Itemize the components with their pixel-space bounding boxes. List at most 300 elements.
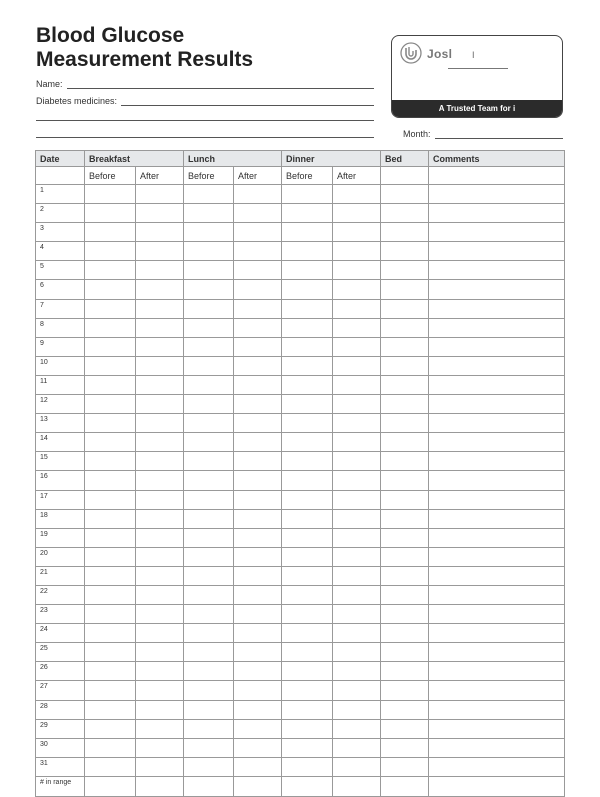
lunch-before-cell[interactable] [184, 242, 234, 261]
dinner-before-cell[interactable] [282, 528, 333, 547]
bed-cell[interactable] [381, 490, 429, 509]
lunch-after-cell[interactable] [234, 471, 282, 490]
dinner-after-cell[interactable] [333, 643, 381, 662]
table-row [36, 414, 565, 433]
comments-cell[interactable] [429, 280, 565, 299]
dinner-before-cell[interactable] [282, 280, 333, 299]
lunch-before-cell[interactable] [184, 509, 234, 528]
dinner-before-cell[interactable] [282, 509, 333, 528]
dinner-before-cell[interactable] [282, 185, 333, 204]
bed-cell[interactable] [381, 433, 429, 452]
lunch-after-cell[interactable] [234, 662, 282, 681]
lunch-after-cell[interactable] [234, 223, 282, 242]
bed-cell[interactable] [381, 681, 429, 700]
bed-cell[interactable] [381, 337, 429, 356]
row-date: 20 [36, 547, 85, 566]
comments-cell[interactable] [429, 185, 565, 204]
breakfast-before-cell[interactable] [85, 337, 136, 356]
dinner-before-cell[interactable] [282, 681, 333, 700]
lunch-before-cell[interactable] [184, 624, 234, 643]
breakfast-after-cell[interactable] [136, 395, 184, 414]
bed-cell[interactable] [381, 700, 429, 719]
row-date: 9 [36, 337, 85, 356]
comments-cell[interactable] [429, 547, 565, 566]
lunch-before-cell[interactable] [184, 566, 234, 585]
breakfast-before-cell[interactable] [85, 528, 136, 547]
table-row [36, 185, 565, 204]
dinner-after-cell[interactable] [333, 318, 381, 337]
dinner-after-cell[interactable] [333, 681, 381, 700]
bed-cell[interactable] [381, 356, 429, 375]
dinner-before-cell[interactable] [282, 662, 333, 681]
breakfast-after-cell[interactable] [136, 433, 184, 452]
comments-cell[interactable] [429, 509, 565, 528]
dinner-before-cell[interactable] [282, 242, 333, 261]
dinner-before-cell[interactable] [282, 738, 333, 757]
lunch-after-header: After [234, 167, 282, 185]
dinner-after-cell[interactable] [333, 261, 381, 280]
bed-cell[interactable] [381, 242, 429, 261]
bed-cell[interactable] [381, 261, 429, 280]
bed-cell[interactable] [381, 471, 429, 490]
lunch-after-cell[interactable] [234, 280, 282, 299]
row-date: 14 [36, 433, 85, 452]
breakfast-before-cell[interactable] [85, 585, 136, 604]
breakfast-before-cell[interactable] [85, 719, 136, 738]
row-date: 3 [36, 223, 85, 242]
lunch-before-cell[interactable] [184, 375, 234, 394]
dinner-after-range-cell[interactable] [333, 776, 381, 796]
medicines-field[interactable] [36, 96, 374, 106]
breakfast-before-cell[interactable] [85, 433, 136, 452]
dinner-after-cell[interactable] [333, 299, 381, 318]
lunch-before-cell[interactable] [184, 605, 234, 624]
dinner-before-cell[interactable] [282, 490, 333, 509]
lunch-after-cell[interactable] [234, 605, 282, 624]
lunch-after-cell[interactable] [234, 528, 282, 547]
table-row [36, 605, 565, 624]
lunch-after-cell[interactable] [234, 490, 282, 509]
bed-cell[interactable] [381, 605, 429, 624]
bed-cell[interactable] [381, 280, 429, 299]
breakfast-after-cell[interactable] [136, 242, 184, 261]
breakfast-after-cell[interactable] [136, 337, 184, 356]
row-date: 19 [36, 528, 85, 547]
lunch-before-cell[interactable] [184, 337, 234, 356]
dinner-before-cell[interactable] [282, 757, 333, 776]
lunch-before-cell[interactable] [184, 738, 234, 757]
dinner-after-cell[interactable] [333, 662, 381, 681]
row-date: 31 [36, 757, 85, 776]
breakfast-after-cell[interactable] [136, 318, 184, 337]
row-date: 11 [36, 375, 85, 394]
comments-cell[interactable] [429, 700, 565, 719]
lunch-before-cell[interactable] [184, 643, 234, 662]
dinner-before-cell[interactable] [282, 585, 333, 604]
breakfast-after-cell[interactable] [136, 605, 184, 624]
lunch-before-cell[interactable] [184, 395, 234, 414]
breakfast-after-cell[interactable] [136, 757, 184, 776]
lunch-before-cell[interactable] [184, 452, 234, 471]
breakfast-after-cell[interactable] [136, 547, 184, 566]
lunch-after-cell[interactable] [234, 509, 282, 528]
bed-cell[interactable] [381, 223, 429, 242]
breakfast-before-cell[interactable] [85, 375, 136, 394]
dinner-after-cell[interactable] [333, 337, 381, 356]
breakfast-before-cell[interactable] [85, 261, 136, 280]
bed-cell[interactable] [381, 395, 429, 414]
lunch-before-cell[interactable] [184, 204, 234, 223]
bed-cell[interactable] [381, 566, 429, 585]
bed-cell[interactable] [381, 738, 429, 757]
extra-line-2[interactable] [36, 137, 374, 138]
dinner-before-cell[interactable] [282, 223, 333, 242]
table-row [36, 395, 565, 414]
breakfast-after-cell[interactable] [136, 509, 184, 528]
comments-cell[interactable] [429, 395, 565, 414]
comments-cell[interactable] [429, 738, 565, 757]
table-row [36, 624, 565, 643]
title-line-2: Measurement Results [36, 48, 254, 71]
breakfast-before-cell[interactable] [85, 280, 136, 299]
dinner-after-cell[interactable] [333, 452, 381, 471]
comments-cell[interactable] [429, 662, 565, 681]
lunch-before-range-cell[interactable] [184, 776, 234, 796]
dinner-after-cell[interactable] [333, 242, 381, 261]
table-row [36, 375, 565, 394]
dinner-after-cell[interactable] [333, 185, 381, 204]
table-row [36, 547, 565, 566]
lunch-before-cell[interactable] [184, 433, 234, 452]
breakfast-before-cell[interactable] [85, 509, 136, 528]
breakfast-after-cell[interactable] [136, 585, 184, 604]
breakfast-after-cell[interactable] [136, 452, 184, 471]
table-row [36, 700, 565, 719]
lunch-before-cell[interactable] [184, 700, 234, 719]
row-date: 7 [36, 299, 85, 318]
lunch-before-cell[interactable] [184, 299, 234, 318]
lunch-after-cell[interactable] [234, 681, 282, 700]
breakfast-before-cell[interactable] [85, 414, 136, 433]
lunch-after-cell[interactable] [234, 738, 282, 757]
comments-cell[interactable] [429, 605, 565, 624]
dinner-before-cell[interactable] [282, 299, 333, 318]
bed-cell[interactable] [381, 643, 429, 662]
lunch-after-cell[interactable] [234, 585, 282, 604]
row-date: 12 [36, 395, 85, 414]
dinner-after-cell[interactable] [333, 757, 381, 776]
dinner-after-cell[interactable] [333, 719, 381, 738]
lunch-after-cell[interactable] [234, 414, 282, 433]
bed-cell[interactable] [381, 547, 429, 566]
breakfast-after-cell[interactable] [136, 624, 184, 643]
breakfast-after-cell[interactable] [136, 738, 184, 757]
breakfast-before-cell[interactable] [85, 700, 136, 719]
breakfast-after-cell[interactable] [136, 528, 184, 547]
dinner-after-cell[interactable] [333, 471, 381, 490]
bed-cell[interactable] [381, 452, 429, 471]
comments-cell[interactable] [429, 433, 565, 452]
breakfast-before-cell[interactable] [85, 566, 136, 585]
breakfast-before-cell[interactable] [85, 452, 136, 471]
dinner-after-cell[interactable] [333, 566, 381, 585]
breakfast-after-cell[interactable] [136, 204, 184, 223]
dinner-after-cell[interactable] [333, 395, 381, 414]
comments-cell[interactable] [429, 375, 565, 394]
lunch-after-cell[interactable] [234, 624, 282, 643]
dinner-before-cell[interactable] [282, 547, 333, 566]
lunch-before-cell[interactable] [184, 528, 234, 547]
lunch-before-cell[interactable] [184, 280, 234, 299]
lunch-after-cell[interactable] [234, 204, 282, 223]
comments-cell[interactable] [429, 566, 565, 585]
breakfast-after-cell[interactable] [136, 490, 184, 509]
table-row [36, 719, 565, 738]
comments-cell[interactable] [429, 414, 565, 433]
bed-cell[interactable] [381, 509, 429, 528]
dinner-after-cell[interactable] [333, 700, 381, 719]
comments-cell[interactable] [429, 223, 565, 242]
breakfast-after-cell[interactable] [136, 299, 184, 318]
lunch-before-cell[interactable] [184, 356, 234, 375]
comments-cell[interactable] [429, 757, 565, 776]
comments-cell[interactable] [429, 318, 565, 337]
breakfast-after-cell[interactable] [136, 719, 184, 738]
bed-cell[interactable] [381, 414, 429, 433]
lunch-after-cell[interactable] [234, 547, 282, 566]
dinner-after-cell[interactable] [333, 204, 381, 223]
bed-cell[interactable] [381, 585, 429, 604]
dinner-before-cell[interactable] [282, 395, 333, 414]
breakfast-after-cell[interactable] [136, 356, 184, 375]
lunch-after-cell[interactable] [234, 299, 282, 318]
col-lunch: Lunch [184, 151, 282, 167]
lunch-before-cell[interactable] [184, 547, 234, 566]
bed-cell[interactable] [381, 185, 429, 204]
bed-cell[interactable] [381, 528, 429, 547]
name-label: Name: [36, 79, 63, 89]
breakfast-before-cell[interactable] [85, 299, 136, 318]
breakfast-after-cell[interactable] [136, 414, 184, 433]
breakfast-before-cell[interactable] [85, 242, 136, 261]
bed-cell[interactable] [381, 375, 429, 394]
table-row [36, 356, 565, 375]
dinner-before-cell[interactable] [282, 452, 333, 471]
comments-cell[interactable] [429, 452, 565, 471]
breakfast-before-cell[interactable] [85, 605, 136, 624]
comments-cell[interactable] [429, 471, 565, 490]
dinner-before-cell[interactable] [282, 356, 333, 375]
dinner-after-cell[interactable] [333, 605, 381, 624]
bed-cell[interactable] [381, 757, 429, 776]
lunch-after-cell[interactable] [234, 185, 282, 204]
breakfast-after-range-cell[interactable] [136, 776, 184, 796]
row-date: 10 [36, 356, 85, 375]
breakfast-before-cell[interactable] [85, 547, 136, 566]
lunch-after-cell[interactable] [234, 356, 282, 375]
dinner-after-cell[interactable] [333, 280, 381, 299]
dinner-after-cell[interactable] [333, 375, 381, 394]
lunch-after-cell[interactable] [234, 433, 282, 452]
dinner-after-cell[interactable] [333, 223, 381, 242]
breakfast-before-cell[interactable] [85, 185, 136, 204]
breakfast-after-cell[interactable] [136, 261, 184, 280]
comments-range-cell[interactable] [429, 776, 565, 796]
lunch-after-cell[interactable] [234, 375, 282, 394]
row-date: 5 [36, 261, 85, 280]
dinner-after-cell[interactable] [333, 509, 381, 528]
dinner-before-range-cell[interactable] [282, 776, 333, 796]
breakfast-before-range-cell[interactable] [85, 776, 136, 796]
dinner-after-cell[interactable] [333, 585, 381, 604]
dinner-before-cell[interactable] [282, 605, 333, 624]
dinner-before-cell[interactable] [282, 624, 333, 643]
bed-cell[interactable] [381, 299, 429, 318]
dinner-before-cell[interactable] [282, 261, 333, 280]
breakfast-after-cell[interactable] [136, 700, 184, 719]
breakfast-before-cell[interactable] [85, 738, 136, 757]
comments-cell[interactable] [429, 624, 565, 643]
lunch-before-cell[interactable] [184, 585, 234, 604]
dinner-before-cell[interactable] [282, 318, 333, 337]
breakfast-before-cell[interactable] [85, 356, 136, 375]
dinner-after-cell[interactable] [333, 433, 381, 452]
comments-cell[interactable] [429, 719, 565, 738]
lunch-before-cell[interactable] [184, 185, 234, 204]
lunch-after-cell[interactable] [234, 757, 282, 776]
dinner-after-cell[interactable] [333, 547, 381, 566]
row-date: 26 [36, 662, 85, 681]
lunch-before-cell[interactable] [184, 681, 234, 700]
breakfast-before-cell[interactable] [85, 471, 136, 490]
breakfast-before-cell[interactable] [85, 223, 136, 242]
dinner-before-cell[interactable] [282, 375, 333, 394]
lunch-before-cell[interactable] [184, 318, 234, 337]
lunch-before-cell[interactable] [184, 662, 234, 681]
dinner-before-cell[interactable] [282, 433, 333, 452]
lunch-before-cell[interactable] [184, 490, 234, 509]
lunch-after-cell[interactable] [234, 261, 282, 280]
breakfast-before-cell[interactable] [85, 643, 136, 662]
lunch-before-cell[interactable] [184, 261, 234, 280]
comments-cell[interactable] [429, 643, 565, 662]
dinner-before-cell[interactable] [282, 700, 333, 719]
dinner-after-cell[interactable] [333, 624, 381, 643]
dinner-after-cell[interactable] [333, 490, 381, 509]
comments-cell[interactable] [429, 299, 565, 318]
bed-cell[interactable] [381, 624, 429, 643]
dinner-before-cell[interactable] [282, 643, 333, 662]
breakfast-after-cell[interactable] [136, 223, 184, 242]
lunch-after-cell[interactable] [234, 566, 282, 585]
dinner-after-cell[interactable] [333, 528, 381, 547]
comments-cell[interactable] [429, 242, 565, 261]
comments-cell[interactable] [429, 261, 565, 280]
lunch-after-cell[interactable] [234, 700, 282, 719]
bed-cell[interactable] [381, 662, 429, 681]
lunch-after-cell[interactable] [234, 452, 282, 471]
lunch-before-cell[interactable] [184, 223, 234, 242]
breakfast-before-cell[interactable] [85, 395, 136, 414]
log-body [36, 185, 565, 797]
dinner-before-cell[interactable] [282, 471, 333, 490]
lunch-after-cell[interactable] [234, 719, 282, 738]
dinner-before-cell[interactable] [282, 414, 333, 433]
name-line[interactable] [67, 79, 374, 89]
dinner-before-cell[interactable] [282, 204, 333, 223]
medicines-line[interactable] [121, 96, 374, 106]
bed-cell[interactable] [381, 204, 429, 223]
text-cursor-icon: I [472, 50, 475, 60]
month-line[interactable] [435, 129, 563, 139]
logo-underline [448, 68, 508, 69]
table-row [36, 223, 565, 242]
lunch-after-cell[interactable] [234, 318, 282, 337]
lunch-after-cell[interactable] [234, 643, 282, 662]
comments-cell[interactable] [429, 681, 565, 700]
breakfast-before-cell[interactable] [85, 662, 136, 681]
breakfast-after-cell[interactable] [136, 280, 184, 299]
breakfast-before-cell[interactable] [85, 490, 136, 509]
table-row [36, 318, 565, 337]
lunch-before-cell[interactable] [184, 414, 234, 433]
lunch-before-cell[interactable] [184, 719, 234, 738]
breakfast-after-cell[interactable] [136, 375, 184, 394]
comments-cell[interactable] [429, 585, 565, 604]
in-range-label: # in range [36, 776, 85, 796]
breakfast-after-cell[interactable] [136, 643, 184, 662]
bed-cell[interactable] [381, 719, 429, 738]
comments-cell[interactable] [429, 490, 565, 509]
dinner-before-cell[interactable] [282, 337, 333, 356]
dinner-before-cell[interactable] [282, 719, 333, 738]
lunch-after-cell[interactable] [234, 337, 282, 356]
dinner-after-cell[interactable] [333, 356, 381, 375]
lunch-before-cell[interactable] [184, 471, 234, 490]
breakfast-before-cell[interactable] [85, 204, 136, 223]
table-row [36, 566, 565, 585]
dinner-after-cell[interactable] [333, 414, 381, 433]
breakfast-before-cell[interactable] [85, 318, 136, 337]
extra-line-1[interactable] [36, 120, 374, 121]
breakfast-after-cell[interactable] [136, 185, 184, 204]
lunch-before-cell[interactable] [184, 757, 234, 776]
breakfast-after-cell[interactable] [136, 662, 184, 681]
comments-cell[interactable] [429, 204, 565, 223]
comments-cell[interactable] [429, 356, 565, 375]
breakfast-before-cell[interactable] [85, 624, 136, 643]
breakfast-after-cell[interactable] [136, 566, 184, 585]
name-field[interactable] [36, 79, 374, 89]
dinner-before-cell[interactable] [282, 566, 333, 585]
row-date: 17 [36, 490, 85, 509]
row-date: 23 [36, 605, 85, 624]
lunch-after-range-cell[interactable] [234, 776, 282, 796]
breakfast-after-cell[interactable] [136, 471, 184, 490]
lunch-after-cell[interactable] [234, 395, 282, 414]
breakfast-after-cell[interactable] [136, 681, 184, 700]
comments-cell[interactable] [429, 528, 565, 547]
dinner-after-cell[interactable] [333, 738, 381, 757]
comments-cell[interactable] [429, 337, 565, 356]
lunch-after-cell[interactable] [234, 242, 282, 261]
month-field[interactable] [403, 129, 563, 139]
bed-cell[interactable] [381, 318, 429, 337]
breakfast-before-cell[interactable] [85, 757, 136, 776]
col-dinner: Dinner [282, 151, 381, 167]
bed-range-cell[interactable] [381, 776, 429, 796]
breakfast-before-cell[interactable] [85, 681, 136, 700]
